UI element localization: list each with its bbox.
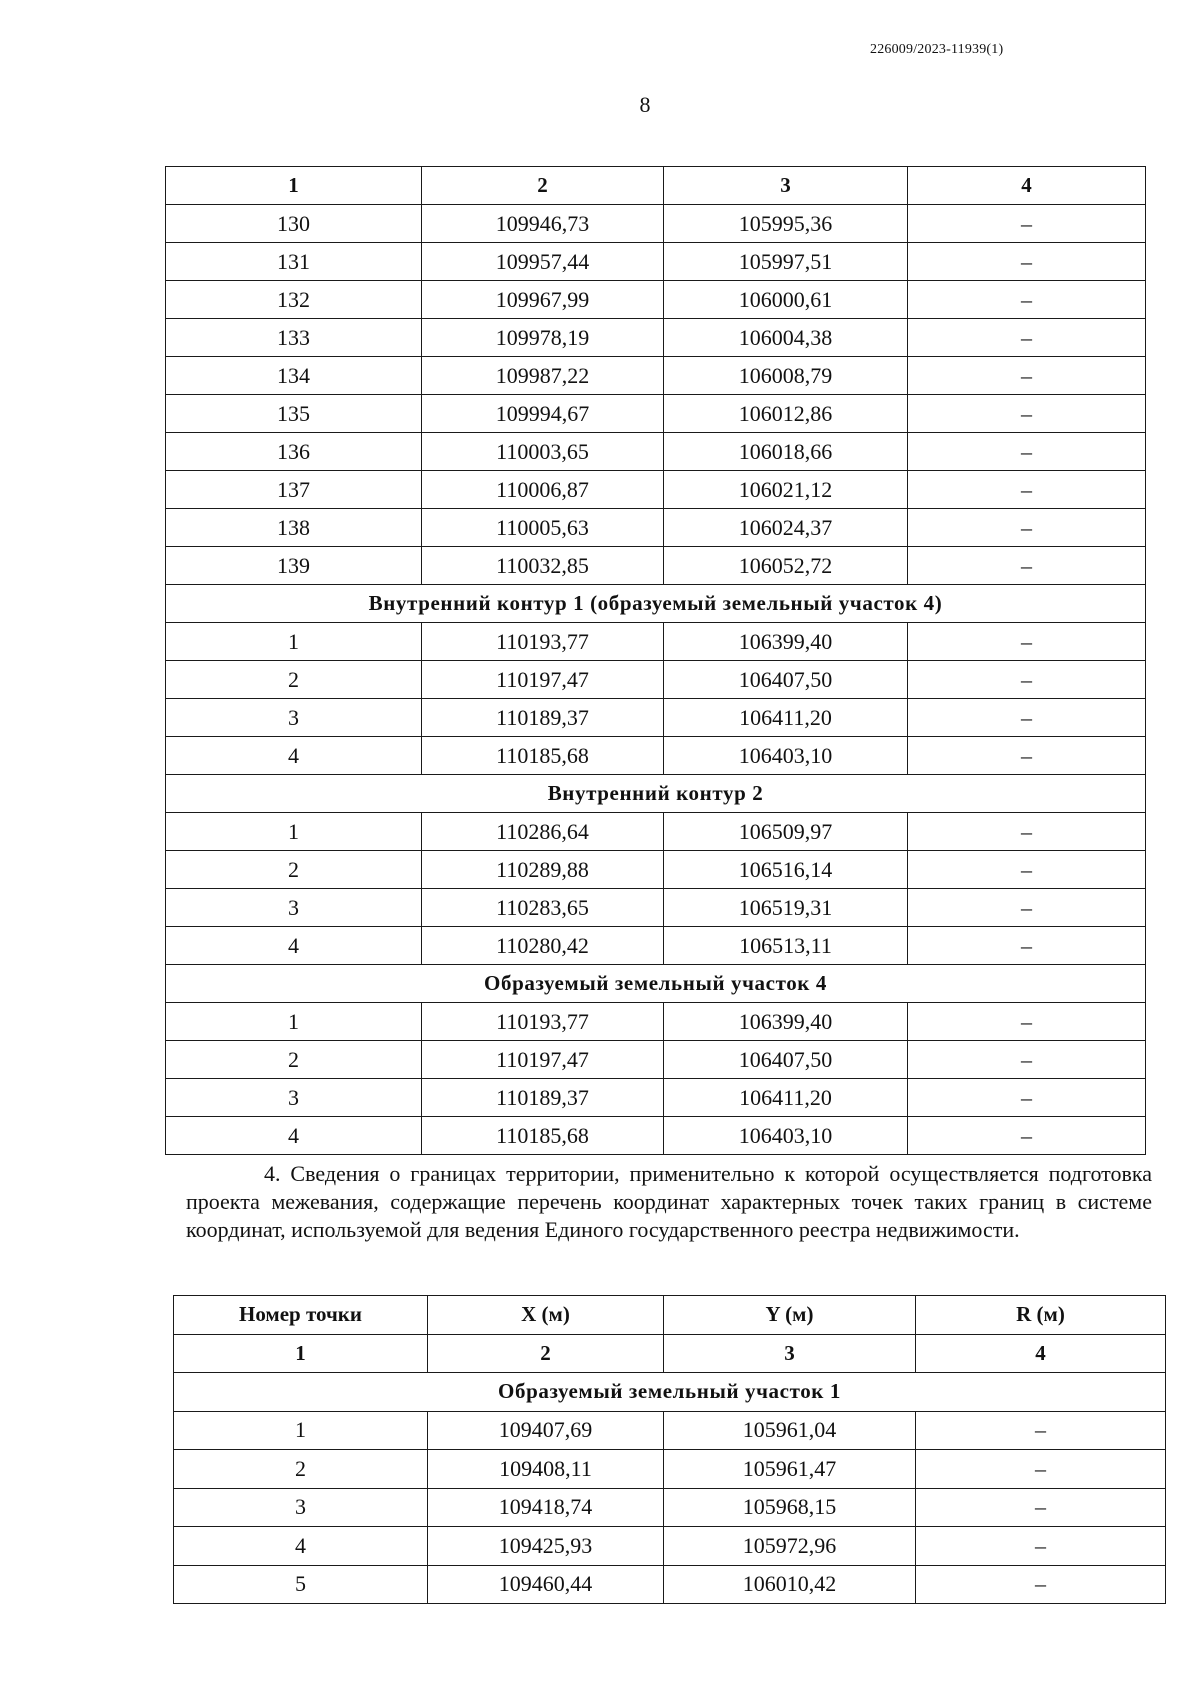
y-coordinate-cell: 106018,66	[664, 433, 908, 471]
table-row	[166, 623, 1146, 661]
table-row	[166, 1003, 1146, 1041]
boundary-coordinates-table	[173, 1295, 1166, 1604]
table-row	[166, 205, 1146, 243]
x-coordinate-cell: 110003,65	[422, 433, 664, 471]
section-title: Образуемый земельный участок 4	[166, 965, 1146, 1003]
y-coordinate-cell: 105961,04	[664, 1411, 916, 1450]
document-number: 226009/2023-11939(1)	[870, 42, 1004, 57]
x-coordinate-cell: 110185,68	[422, 737, 664, 775]
y-coordinate-cell: 106004,38	[664, 319, 908, 357]
radius-cell: –	[916, 1527, 1166, 1566]
point-number-cell: 1	[166, 623, 422, 661]
radius-cell: –	[908, 661, 1146, 699]
radius-cell: –	[908, 737, 1146, 775]
x-coordinate-cell: 110193,77	[422, 1003, 664, 1041]
radius-cell: –	[908, 243, 1146, 281]
x-coordinate-cell: 109460,44	[428, 1565, 664, 1604]
column-header: X (м)	[428, 1296, 664, 1335]
y-coordinate-cell: 106021,12	[664, 471, 908, 509]
x-coordinate-cell: 110289,88	[422, 851, 664, 889]
y-coordinate-cell: 105997,51	[664, 243, 908, 281]
x-coordinate-cell: 110005,63	[422, 509, 664, 547]
radius-cell: –	[908, 281, 1146, 319]
point-number-cell: 138	[166, 509, 422, 547]
x-coordinate-cell: 110185,68	[422, 1117, 664, 1155]
table-row	[166, 471, 1146, 509]
table-row	[166, 1041, 1146, 1079]
section-title: Внутренний контур 1 (образуемый земельный участок 4)	[166, 585, 1146, 623]
point-number-cell: 135	[166, 395, 422, 433]
x-coordinate-cell: 110189,37	[422, 1079, 664, 1117]
column-number-cell: 3	[664, 167, 908, 205]
radius-cell: –	[916, 1565, 1166, 1604]
y-coordinate-cell: 106000,61	[664, 281, 908, 319]
point-number-cell: 2	[166, 661, 422, 699]
table-row	[166, 433, 1146, 471]
x-coordinate-cell: 109987,22	[422, 357, 664, 395]
point-number-cell: 4	[174, 1527, 428, 1566]
radius-cell: –	[908, 1117, 1146, 1155]
point-number-cell: 5	[174, 1565, 428, 1604]
table-row	[166, 813, 1146, 851]
y-coordinate-cell: 106399,40	[664, 623, 908, 661]
point-number-cell: 3	[174, 1488, 428, 1527]
x-coordinate-cell: 110286,64	[422, 813, 664, 851]
header-row	[174, 1296, 1166, 1335]
column-number-cell: 1	[174, 1334, 428, 1373]
x-coordinate-cell: 109967,99	[422, 281, 664, 319]
x-coordinate-cell: 110283,65	[422, 889, 664, 927]
radius-cell: –	[916, 1488, 1166, 1527]
table-row	[166, 509, 1146, 547]
point-number-cell: 2	[174, 1450, 428, 1489]
column-number-cell: 3	[664, 1334, 916, 1373]
radius-cell: –	[908, 1003, 1146, 1041]
y-coordinate-cell: 106519,31	[664, 889, 908, 927]
table-row	[166, 699, 1146, 737]
section-title-row	[174, 1373, 1166, 1412]
x-coordinate-cell: 109425,93	[428, 1527, 664, 1566]
table-row	[166, 1079, 1146, 1117]
page-number: 8	[639, 92, 651, 117]
point-number-cell: 2	[166, 1041, 422, 1079]
y-coordinate-cell: 106513,11	[664, 927, 908, 965]
radius-cell: –	[908, 357, 1146, 395]
y-coordinate-cell: 106052,72	[664, 547, 908, 585]
radius-cell: –	[908, 319, 1146, 357]
point-number-cell: 1	[174, 1411, 428, 1450]
radius-cell: –	[908, 813, 1146, 851]
y-coordinate-cell: 105961,47	[664, 1450, 916, 1489]
y-coordinate-cell: 106024,37	[664, 509, 908, 547]
coordinates-table-continued	[165, 166, 1146, 1155]
column-number-row	[174, 1334, 1166, 1373]
point-number-cell: 137	[166, 471, 422, 509]
x-coordinate-cell: 109408,11	[428, 1450, 664, 1489]
column-number-cell: 4	[916, 1334, 1166, 1373]
point-number-cell: 136	[166, 433, 422, 471]
column-number-cell: 2	[422, 167, 664, 205]
column-number-row	[166, 167, 1146, 205]
table-row	[166, 547, 1146, 585]
table-row	[166, 357, 1146, 395]
column-number-cell: 4	[908, 167, 1146, 205]
point-number-cell: 4	[166, 927, 422, 965]
column-header: Y (м)	[664, 1296, 916, 1335]
x-coordinate-cell: 110189,37	[422, 699, 664, 737]
x-coordinate-cell: 110280,42	[422, 927, 664, 965]
point-number-cell: 4	[166, 1117, 422, 1155]
y-coordinate-cell: 105972,96	[664, 1527, 916, 1566]
point-number-cell: 133	[166, 319, 422, 357]
x-coordinate-cell: 110197,47	[422, 661, 664, 699]
radius-cell: –	[908, 699, 1146, 737]
table-row	[166, 395, 1146, 433]
point-number-cell: 132	[166, 281, 422, 319]
radius-cell: –	[908, 509, 1146, 547]
column-header: Номер точки	[174, 1296, 428, 1335]
table-row	[166, 889, 1146, 927]
table-row	[166, 319, 1146, 357]
section-4-paragraph	[186, 1160, 1152, 1244]
y-coordinate-cell: 106407,50	[664, 1041, 908, 1079]
radius-cell: –	[916, 1450, 1166, 1489]
y-coordinate-cell: 105968,15	[664, 1488, 916, 1527]
x-coordinate-cell: 109407,69	[428, 1411, 664, 1450]
point-number-cell: 3	[166, 1079, 422, 1117]
point-number-cell: 1	[166, 813, 422, 851]
y-coordinate-cell: 106411,20	[664, 699, 908, 737]
section-title-row	[166, 965, 1146, 1003]
x-coordinate-cell: 110193,77	[422, 623, 664, 661]
radius-cell: –	[908, 623, 1146, 661]
x-coordinate-cell: 109418,74	[428, 1488, 664, 1527]
section-title-row	[166, 775, 1146, 813]
radius-cell: –	[908, 205, 1146, 243]
y-coordinate-cell: 106008,79	[664, 357, 908, 395]
y-coordinate-cell: 105995,36	[664, 205, 908, 243]
section-4-text: 4. Сведения о границах территории, применительно к которой осуществляется подготовка проекта межевания, содержащие перечень координат характерных точек таких границ в системе координат, используемой для ведения Единого государственного реестра недвижимости.	[186, 1161, 1152, 1242]
y-coordinate-cell: 106509,97	[664, 813, 908, 851]
y-coordinate-cell: 106411,20	[664, 1079, 908, 1117]
table-row	[166, 851, 1146, 889]
table-row	[174, 1411, 1166, 1450]
column-number-cell: 2	[428, 1334, 664, 1373]
radius-cell: –	[916, 1411, 1166, 1450]
radius-cell: –	[908, 471, 1146, 509]
table-row	[166, 1117, 1146, 1155]
point-number-cell: 2	[166, 851, 422, 889]
column-number-cell: 1	[166, 167, 422, 205]
radius-cell: –	[908, 547, 1146, 585]
point-number-cell: 130	[166, 205, 422, 243]
x-coordinate-cell: 109946,73	[422, 205, 664, 243]
point-number-cell: 134	[166, 357, 422, 395]
point-number-cell: 3	[166, 889, 422, 927]
radius-cell: –	[908, 433, 1146, 471]
x-coordinate-cell: 109978,19	[422, 319, 664, 357]
x-coordinate-cell: 110197,47	[422, 1041, 664, 1079]
radius-cell: –	[908, 1079, 1146, 1117]
x-coordinate-cell: 110032,85	[422, 547, 664, 585]
section-title: Внутренний контур 2	[166, 775, 1146, 813]
point-number-cell: 4	[166, 737, 422, 775]
y-coordinate-cell: 106403,10	[664, 1117, 908, 1155]
point-number-cell: 139	[166, 547, 422, 585]
y-coordinate-cell: 106407,50	[664, 661, 908, 699]
table-row	[174, 1565, 1166, 1604]
table-row	[166, 243, 1146, 281]
table-row	[166, 661, 1146, 699]
x-coordinate-cell: 109957,44	[422, 243, 664, 281]
radius-cell: –	[908, 395, 1146, 433]
table-row	[174, 1450, 1166, 1489]
point-number-cell: 1	[166, 1003, 422, 1041]
table-row	[166, 737, 1146, 775]
section-title: Образуемый земельный участок 1	[174, 1373, 1166, 1412]
x-coordinate-cell: 109994,67	[422, 395, 664, 433]
y-coordinate-cell: 106516,14	[664, 851, 908, 889]
y-coordinate-cell: 106403,10	[664, 737, 908, 775]
y-coordinate-cell: 106399,40	[664, 1003, 908, 1041]
table-row	[174, 1488, 1166, 1527]
section-title-row	[166, 585, 1146, 623]
radius-cell: –	[908, 889, 1146, 927]
radius-cell: –	[908, 1041, 1146, 1079]
point-number-cell: 131	[166, 243, 422, 281]
table-row	[174, 1527, 1166, 1566]
x-coordinate-cell: 110006,87	[422, 471, 664, 509]
y-coordinate-cell: 106010,42	[664, 1565, 916, 1604]
y-coordinate-cell: 106012,86	[664, 395, 908, 433]
column-header: R (м)	[916, 1296, 1166, 1335]
radius-cell: –	[908, 851, 1146, 889]
table-row	[166, 927, 1146, 965]
radius-cell: –	[908, 927, 1146, 965]
point-number-cell: 3	[166, 699, 422, 737]
table-row	[166, 281, 1146, 319]
